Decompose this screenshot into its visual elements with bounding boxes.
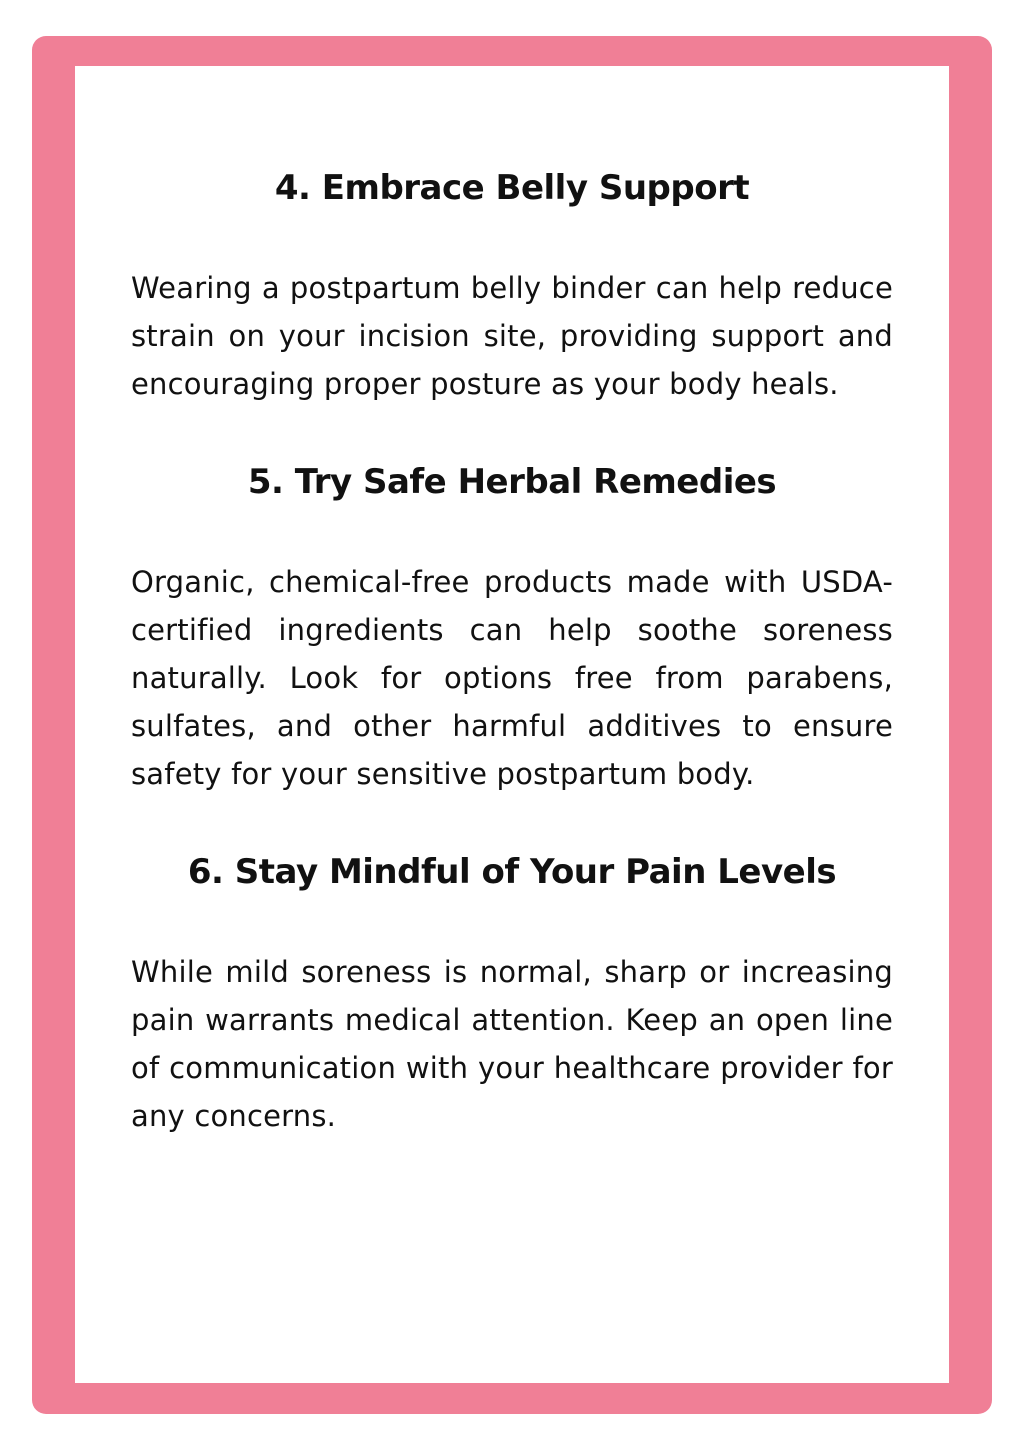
section-heading-herbal-remedies: 5. Try Safe Herbal Remedies (247, 462, 777, 502)
section-body-pain-levels: While mild soreness is normal, sharp or increasing pain warrants medical attention. Keep an open line of communication with your healthcare provider for any concerns. (131, 955, 893, 1133)
section-body-herbal-remedies: Organic, chemical-free products made with USDA-certified ingredients can help soothe soreness naturally. Look for options free from parabens, sulfates, and other harmful additives to ensure safety for your sensitive postpartum body. (131, 565, 893, 791)
section-body-belly-support: Wearing a postpartum belly binder can help reduce strain on your incision site, providing support and encouraging proper posture as your body heals. (131, 271, 893, 401)
section-heading-belly-support: 4. Embrace Belly Support (274, 168, 750, 208)
article-content (131, 166, 893, 1140)
pink-border-frame (32, 36, 992, 1414)
section-heading-pain-levels: 6. Stay Mindful of Your Pain Levels (187, 852, 837, 892)
page-panel (75, 66, 949, 1383)
